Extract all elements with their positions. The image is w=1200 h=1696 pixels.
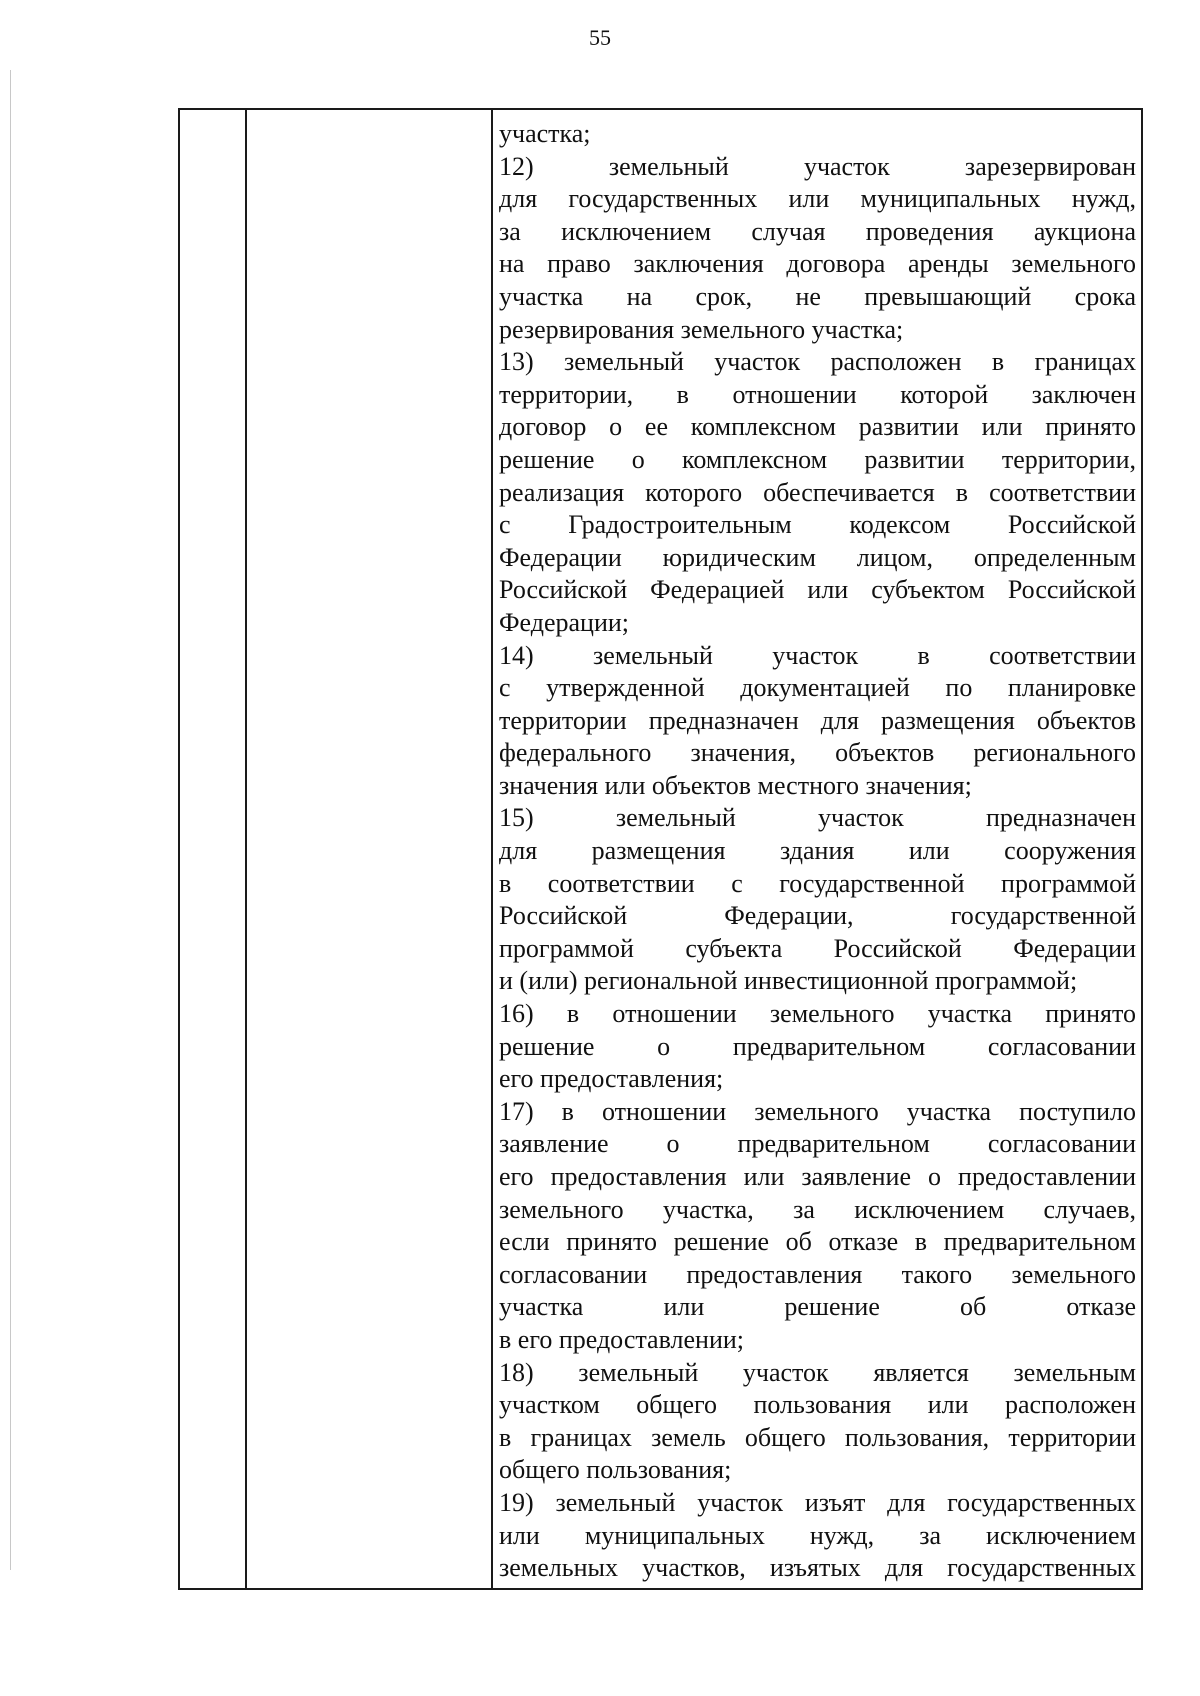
text-line: решение о комплексном развитии территории,: [499, 444, 1136, 474]
text-line: и (или) региональной инвестиционной программой;: [499, 966, 1078, 996]
text-line: участком общего пользования или расположен: [499, 1390, 1136, 1420]
text-line: его предоставления или заявление о предоставлении: [499, 1162, 1136, 1191]
text-line: согласовании предоставления такого земельного: [499, 1259, 1136, 1289]
text-line: в границах земель общего пользования, территории: [499, 1422, 1136, 1452]
text-line: земельных участков, изъятых для государственных: [499, 1553, 1136, 1583]
text-line: на право заключения договора аренды земельного: [499, 249, 1136, 279]
text-line: 18) земельный участок является земельным: [499, 1357, 1136, 1387]
text-line: 14) земельный участок в соответствии: [499, 640, 1136, 670]
text-line: для размещения здания или сооружения: [499, 836, 1136, 866]
text-line: в его предоставлении;: [499, 1324, 744, 1354]
document-table: [178, 108, 1143, 1590]
text-line: договор о ее комплексном развитии или принято: [499, 412, 1136, 442]
table-column-divider-1: [245, 110, 247, 1588]
text-line: участка на срок, не превышающий срока: [499, 281, 1136, 311]
text-line: 19) земельный участок изъят для государственных: [499, 1487, 1136, 1517]
text-line: участка;: [499, 119, 591, 148]
text-line: или муниципальных нужд, за исключением: [499, 1520, 1136, 1550]
text-line: программой субъекта Российской Федерации: [499, 933, 1136, 963]
text-line: с Градостроительным кодексом Российской: [499, 510, 1136, 540]
text-line: общего пользования;: [499, 1455, 732, 1485]
scan-artifact: [10, 70, 11, 1570]
text-line: заявление о предварительном согласовании: [499, 1129, 1136, 1159]
text-line: территории предназначен для размещения объектов: [499, 705, 1136, 735]
text-line: за исключением случая проведения аукциона: [499, 216, 1136, 246]
text-line: 17) в отношении земельного участка поступило: [499, 1096, 1136, 1126]
text-line: 12) земельный участок зарезервирован: [499, 151, 1136, 181]
text-line: резервирования земельного участка;: [499, 314, 904, 344]
text-line: реализация которого обеспечивается в соответствии: [499, 477, 1136, 507]
text-line: Федерации;: [499, 607, 630, 637]
text-line: земельного участка, за исключением случаев,: [499, 1194, 1136, 1224]
text-line: в соответствии с государственной программой: [499, 868, 1136, 898]
text-line: 13) земельный участок расположен в границах: [499, 347, 1136, 377]
text-line: если принято решение об отказе в предварительном: [499, 1227, 1136, 1257]
page-number: 55: [589, 25, 611, 50]
text-line: значения или объектов местного значения;: [499, 770, 972, 800]
text-line: решение о предварительном согласовании: [499, 1031, 1136, 1061]
text-line: участка или решение об отказе: [499, 1292, 1136, 1322]
text-line: его предоставления;: [499, 1064, 724, 1094]
text-line: Российской Федерации, государственной: [499, 901, 1136, 931]
text-line: Федерации юридическим лицом, определенным: [499, 542, 1136, 572]
text-line: территории, в отношении которой заключен: [499, 379, 1136, 409]
table-column-divider-2: [491, 110, 493, 1588]
text-line: Российской Федерацией или субъектом Российской: [499, 575, 1136, 605]
text-line: с утвержденной документацией по планировке: [499, 673, 1136, 703]
table-cell-text: [499, 118, 1136, 1585]
text-line: 15) земельный участок предназначен: [499, 803, 1136, 833]
text-line: 16) в отношении земельного участка принято: [499, 999, 1136, 1029]
text-line: федерального значения, объектов регионального: [499, 738, 1136, 768]
text-line: для государственных или муниципальных нужд,: [499, 184, 1136, 214]
